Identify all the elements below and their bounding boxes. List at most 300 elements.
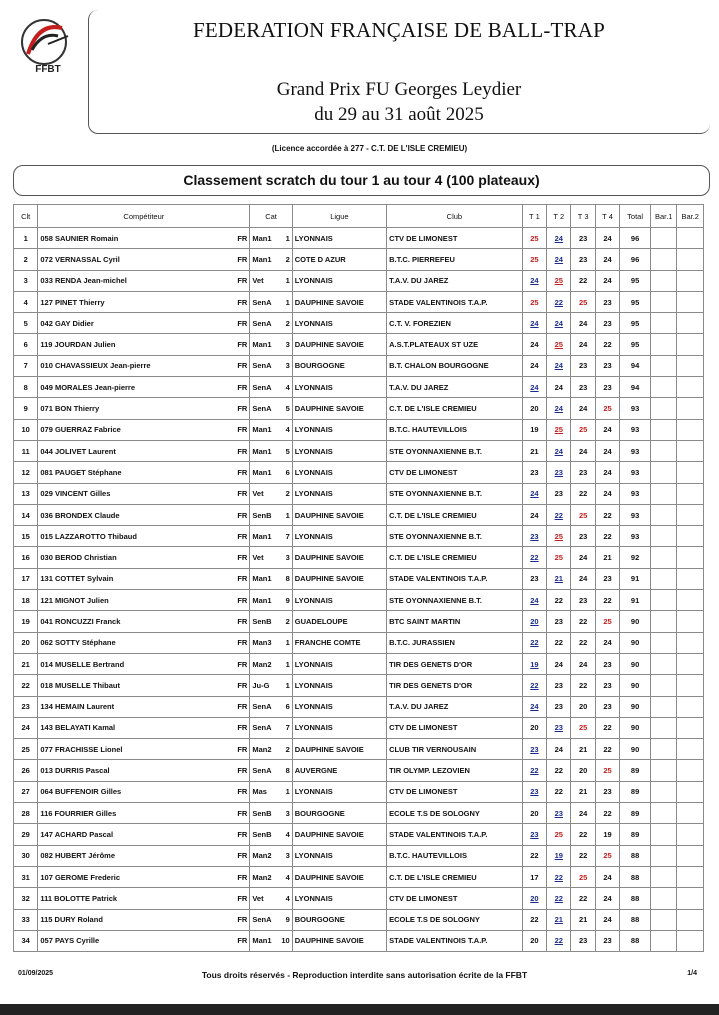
round-score-cell: 25 <box>547 334 571 355</box>
category-cell <box>250 675 292 696</box>
round-score-cell: 22 <box>571 632 595 653</box>
barrage1-cell <box>650 313 676 334</box>
category-cell <box>250 334 292 355</box>
nationality: FR <box>237 340 248 350</box>
round-score-cell: 22 <box>547 888 571 909</box>
league-cell: AUVERGNE <box>292 760 386 781</box>
round-score-cell: 25 <box>571 717 595 738</box>
round-score-cell: 24 <box>522 313 546 334</box>
club-cell: TIR OLYMP. LEZOVIEN <box>387 760 523 781</box>
rank-cell: 19 <box>14 611 38 632</box>
round-score-cell: 25 <box>522 249 546 270</box>
category: Vet <box>252 553 264 563</box>
competitor-name: 134 HEMAIN Laurent <box>40 702 115 712</box>
league-cell: LYONNAIS <box>292 270 386 291</box>
league-cell: LYONNAIS <box>292 313 386 334</box>
category-cell <box>250 377 292 398</box>
round-score-cell: 20 <box>522 803 546 824</box>
table-row <box>14 611 704 632</box>
rank-cell: 3 <box>14 270 38 291</box>
barrage1-cell <box>650 398 676 419</box>
round-score-cell: 24 <box>595 270 619 291</box>
table-row <box>14 547 704 568</box>
rank-cell: 22 <box>14 675 38 696</box>
table-row <box>14 313 704 334</box>
round-score-cell: 22 <box>595 504 619 525</box>
competitor-name: 058 SAUNIER Romain <box>40 233 119 243</box>
barrage2-cell <box>677 462 704 483</box>
round-score-cell: 24 <box>522 483 546 504</box>
barrage2-cell <box>677 398 704 419</box>
barrage2-cell <box>677 611 704 632</box>
barrage2-cell <box>677 909 704 930</box>
barrage1-cell <box>650 781 676 802</box>
league-cell: BOURGOGNE <box>292 909 386 930</box>
table-row <box>14 419 704 440</box>
rank-cell: 28 <box>14 803 38 824</box>
nationality: FR <box>237 254 248 264</box>
category: Man1 <box>252 574 272 584</box>
competitor-cell <box>38 313 250 334</box>
category-rank: 2 <box>285 744 290 754</box>
category-rank: 8 <box>285 574 290 584</box>
competitor-cell <box>38 526 250 547</box>
club-cell: CTV DE LIMONEST <box>387 781 523 802</box>
round-score-cell: 23 <box>522 526 546 547</box>
club-cell: TIR DES GENETS D'OR <box>387 675 523 696</box>
round-score-cell: 22 <box>571 824 595 845</box>
category-cell <box>250 526 292 547</box>
category: Man3 <box>252 638 272 648</box>
barrage2-cell <box>677 377 704 398</box>
round-score-cell: 25 <box>571 291 595 312</box>
club-cell: T.A.V. DU JAREZ <box>387 377 523 398</box>
round-score-cell: 24 <box>522 377 546 398</box>
total-cell: 90 <box>620 739 651 760</box>
table-row <box>14 675 704 696</box>
rank-cell: 17 <box>14 568 38 589</box>
club-cell: C.T. V. FOREZIEN <box>387 313 523 334</box>
round-score-cell: 24 <box>547 355 571 376</box>
category: Vet <box>252 893 264 903</box>
header-bar2: Bar.2 <box>677 205 704 228</box>
round-score-cell: 25 <box>595 611 619 632</box>
round-score-cell: 19 <box>522 653 546 674</box>
club-cell: C.T. DE L'ISLE CREMIEU <box>387 866 523 887</box>
club-cell: ECOLE T.S DE SOLOGNY <box>387 803 523 824</box>
round-score-cell: 23 <box>571 355 595 376</box>
round-score-cell: 24 <box>595 866 619 887</box>
category-rank: 3 <box>285 361 290 371</box>
round-score-cell: 24 <box>571 803 595 824</box>
rank-cell: 34 <box>14 930 38 951</box>
competitor-name: 072 VERNASSAL Cyril <box>40 254 120 264</box>
category: SenA <box>252 361 272 371</box>
competitor-name: 082 HUBERT Jérôme <box>40 851 115 861</box>
league-cell: DAUPHINE SAVOIE <box>292 334 386 355</box>
table-row <box>14 760 704 781</box>
club-cell: CTV DE LIMONEST <box>387 462 523 483</box>
category-rank: 9 <box>285 595 290 605</box>
round-score-cell: 22 <box>547 291 571 312</box>
barrage2-cell <box>677 334 704 355</box>
barrage1-cell <box>650 334 676 355</box>
round-score-cell: 24 <box>595 228 619 249</box>
header-t3: T 3 <box>571 205 595 228</box>
round-score-cell: 24 <box>522 355 546 376</box>
league-cell: LYONNAIS <box>292 653 386 674</box>
round-score-cell: 24 <box>595 632 619 653</box>
barrage2-cell <box>677 866 704 887</box>
competitor-cell <box>38 909 250 930</box>
table-row <box>14 483 704 504</box>
club-cell: CTV DE LIMONEST <box>387 228 523 249</box>
nationality: FR <box>237 510 248 520</box>
footer-rights: Tous droits réservés - Reproduction interdite sans autorisation écrite de la FFBT <box>201 970 528 980</box>
ffbt-logo <box>18 14 76 76</box>
competitor-name: 111 BOLOTTE Patrick <box>40 893 118 903</box>
nationality: FR <box>237 702 248 712</box>
club-cell: B.T.C. PIERREFEU <box>387 249 523 270</box>
rank-cell: 20 <box>14 632 38 653</box>
club-cell: STE OYONNAXIENNE B.T. <box>387 440 523 461</box>
round-score-cell: 24 <box>522 590 546 611</box>
category: Man1 <box>252 936 272 946</box>
round-score-cell: 23 <box>595 291 619 312</box>
category-rank: 2 <box>285 318 290 328</box>
total-cell: 95 <box>620 270 651 291</box>
rank-cell: 27 <box>14 781 38 802</box>
table-row <box>14 291 704 312</box>
barrage2-cell <box>677 930 704 951</box>
barrage1-cell <box>650 462 676 483</box>
category-cell <box>250 568 292 589</box>
round-score-cell: 22 <box>571 888 595 909</box>
table-row <box>14 377 704 398</box>
competitor-name: 143 BELAYATI Kamal <box>40 723 116 733</box>
category-cell <box>250 781 292 802</box>
total-cell: 88 <box>620 866 651 887</box>
league-cell: FRANCHE COMTE <box>292 632 386 653</box>
round-score-cell: 24 <box>595 909 619 930</box>
barrage1-cell <box>650 696 676 717</box>
round-score-cell: 23 <box>547 696 571 717</box>
round-score-cell: 22 <box>571 270 595 291</box>
round-score-cell: 25 <box>571 419 595 440</box>
round-score-cell: 23 <box>571 526 595 547</box>
round-score-cell: 22 <box>571 845 595 866</box>
category: SenA <box>252 723 272 733</box>
round-score-cell: 25 <box>547 547 571 568</box>
category-rank: 1 <box>285 276 290 286</box>
round-score-cell: 25 <box>522 291 546 312</box>
round-score-cell: 23 <box>547 675 571 696</box>
table-row <box>14 739 704 760</box>
category-cell <box>250 355 292 376</box>
league-cell: DAUPHINE SAVOIE <box>292 398 386 419</box>
round-score-cell: 24 <box>547 228 571 249</box>
category-rank: 4 <box>285 425 290 435</box>
competitor-cell <box>38 930 250 951</box>
round-score-cell: 23 <box>522 462 546 483</box>
competitor-cell <box>38 781 250 802</box>
nationality: FR <box>237 467 248 477</box>
total-cell: 93 <box>620 419 651 440</box>
round-score-cell: 24 <box>571 653 595 674</box>
league-cell: BOURGOGNE <box>292 803 386 824</box>
round-score-cell: 21 <box>571 909 595 930</box>
round-score-cell: 23 <box>595 568 619 589</box>
round-score-cell: 22 <box>547 930 571 951</box>
table-row <box>14 462 704 483</box>
barrage1-cell <box>650 291 676 312</box>
barrage2-cell <box>677 355 704 376</box>
round-score-cell: 23 <box>547 611 571 632</box>
round-score-cell: 22 <box>571 611 595 632</box>
category-cell <box>250 590 292 611</box>
rank-cell: 21 <box>14 653 38 674</box>
rank-cell: 14 <box>14 504 38 525</box>
round-score-cell: 23 <box>571 590 595 611</box>
round-score-cell: 24 <box>571 440 595 461</box>
category-rank: 7 <box>285 531 290 541</box>
competitor-cell <box>38 377 250 398</box>
category: Man1 <box>252 233 272 243</box>
round-score-cell: 20 <box>522 611 546 632</box>
category-rank: 3 <box>285 851 290 861</box>
club-cell: STADE VALENTINOIS T.A.P. <box>387 291 523 312</box>
table-row <box>14 781 704 802</box>
table-row <box>14 696 704 717</box>
league-cell: DAUPHINE SAVOIE <box>292 568 386 589</box>
round-score-cell: 22 <box>595 590 619 611</box>
round-score-cell: 24 <box>547 739 571 760</box>
nationality: FR <box>237 829 248 839</box>
round-score-cell: 23 <box>571 228 595 249</box>
competitor-cell <box>38 440 250 461</box>
competitor-cell <box>38 760 250 781</box>
header-total: Total <box>620 205 651 228</box>
nationality: FR <box>237 638 248 648</box>
barrage1-cell <box>650 377 676 398</box>
barrage1-cell <box>650 355 676 376</box>
barrage1-cell <box>650 803 676 824</box>
category-cell <box>250 803 292 824</box>
round-score-cell: 20 <box>522 717 546 738</box>
round-score-cell: 23 <box>571 249 595 270</box>
table-row <box>14 398 704 419</box>
league-cell: LYONNAIS <box>292 228 386 249</box>
club-cell: STE OYONNAXIENNE B.T. <box>387 483 523 504</box>
round-score-cell: 23 <box>571 930 595 951</box>
round-score-cell: 21 <box>595 547 619 568</box>
category-rank: 3 <box>285 340 290 350</box>
barrage1-cell <box>650 824 676 845</box>
table-row <box>14 824 704 845</box>
competitor-cell <box>38 653 250 674</box>
club-cell: C.T. DE L'ISLE CREMIEU <box>387 547 523 568</box>
club-cell: STE OYONNAXIENNE B.T. <box>387 590 523 611</box>
rank-cell: 30 <box>14 845 38 866</box>
round-score-cell: 20 <box>522 888 546 909</box>
category-rank: 8 <box>285 766 290 776</box>
league-cell: BOURGOGNE <box>292 355 386 376</box>
total-cell: 89 <box>620 824 651 845</box>
rank-cell: 32 <box>14 888 38 909</box>
league-cell: COTE D AZUR <box>292 249 386 270</box>
competitor-cell <box>38 419 250 440</box>
round-score-cell: 23 <box>522 739 546 760</box>
competitor-cell <box>38 866 250 887</box>
competitor-name: 081 PAUGET Stéphane <box>40 467 122 477</box>
club-cell: CLUB TIR VERNOUSAIN <box>387 739 523 760</box>
round-score-cell: 24 <box>595 440 619 461</box>
nationality: FR <box>237 574 248 584</box>
round-score-cell: 22 <box>522 845 546 866</box>
category-cell <box>250 270 292 291</box>
category-cell <box>250 824 292 845</box>
round-score-cell: 23 <box>522 781 546 802</box>
club-cell: C.T. DE L'ISLE CREMIEU <box>387 398 523 419</box>
club-cell: A.S.T.PLATEAUX ST UZE <box>387 334 523 355</box>
round-score-cell: 24 <box>547 653 571 674</box>
category-rank: 2 <box>285 489 290 499</box>
club-cell: B.T. CHALON BOURGOGNE <box>387 355 523 376</box>
barrage2-cell <box>677 526 704 547</box>
competitor-name: 044 JOLIVET Laurent <box>40 446 116 456</box>
total-cell: 94 <box>620 355 651 376</box>
category: Man1 <box>252 595 272 605</box>
round-score-cell: 22 <box>571 483 595 504</box>
barrage1-cell <box>650 632 676 653</box>
club-cell: STADE VALENTINOIS T.A.P. <box>387 568 523 589</box>
round-score-cell: 24 <box>595 462 619 483</box>
category-cell <box>250 739 292 760</box>
club-cell: BTC SAINT MARTIN <box>387 611 523 632</box>
rank-cell: 16 <box>14 547 38 568</box>
round-score-cell: 24 <box>571 334 595 355</box>
table-row <box>14 632 704 653</box>
category-rank: 1 <box>285 510 290 520</box>
competitor-cell <box>38 228 250 249</box>
round-score-cell: 23 <box>595 377 619 398</box>
competitor-name: 015 LAZZAROTTO Thibaud <box>40 531 137 541</box>
total-cell: 93 <box>620 504 651 525</box>
category: SenA <box>252 766 272 776</box>
round-score-cell: 21 <box>547 909 571 930</box>
total-cell: 90 <box>620 717 651 738</box>
round-score-cell: 24 <box>571 547 595 568</box>
rank-cell: 4 <box>14 291 38 312</box>
barrage1-cell <box>650 675 676 696</box>
total-cell: 88 <box>620 930 651 951</box>
competitor-cell <box>38 462 250 483</box>
nationality: FR <box>237 233 248 243</box>
table-row <box>14 717 704 738</box>
barrage1-cell <box>650 590 676 611</box>
table-row <box>14 228 704 249</box>
category-cell <box>250 291 292 312</box>
barrage1-cell <box>650 760 676 781</box>
barrage1-cell <box>650 739 676 760</box>
category: Man1 <box>252 425 272 435</box>
rank-cell: 31 <box>14 866 38 887</box>
league-cell: DAUPHINE SAVOIE <box>292 824 386 845</box>
barrage1-cell <box>650 611 676 632</box>
rank-cell: 2 <box>14 249 38 270</box>
table-row <box>14 888 704 909</box>
total-cell: 88 <box>620 888 651 909</box>
category-cell <box>250 419 292 440</box>
round-score-cell: 24 <box>595 419 619 440</box>
barrage1-cell <box>650 717 676 738</box>
category-rank: 4 <box>285 893 290 903</box>
league-cell: DAUPHINE SAVOIE <box>292 739 386 760</box>
competitor-name: 064 BUFFENOIR Gilles <box>40 787 122 797</box>
competitor-cell <box>38 568 250 589</box>
competitor-cell <box>38 483 250 504</box>
league-cell: LYONNAIS <box>292 419 386 440</box>
club-cell: ECOLE T.S DE SOLOGNY <box>387 909 523 930</box>
category-rank: 1 <box>285 680 290 690</box>
league-cell: LYONNAIS <box>292 590 386 611</box>
barrage2-cell <box>677 824 704 845</box>
club-cell: STADE VALENTINOIS T.A.P. <box>387 824 523 845</box>
round-score-cell: 21 <box>571 781 595 802</box>
category-cell <box>250 866 292 887</box>
category-cell <box>250 845 292 866</box>
barrage1-cell <box>650 483 676 504</box>
round-score-cell: 20 <box>571 696 595 717</box>
table-row <box>14 568 704 589</box>
nationality: FR <box>237 723 248 733</box>
rank-cell: 11 <box>14 440 38 461</box>
total-cell: 90 <box>620 611 651 632</box>
barrage1-cell <box>650 249 676 270</box>
table-row <box>14 845 704 866</box>
category: Man2 <box>252 659 272 669</box>
round-score-cell: 22 <box>522 675 546 696</box>
category-cell <box>250 462 292 483</box>
category-rank: 6 <box>285 702 290 712</box>
category: SenA <box>252 297 272 307</box>
league-cell: LYONNAIS <box>292 377 386 398</box>
scan-edge <box>0 1004 719 1015</box>
table-row <box>14 866 704 887</box>
barrage2-cell <box>677 270 704 291</box>
barrage1-cell <box>650 866 676 887</box>
competitor-name: 062 SOTTY Stéphane <box>40 638 116 648</box>
round-score-cell: 24 <box>547 313 571 334</box>
round-score-cell: 23 <box>547 483 571 504</box>
total-cell: 88 <box>620 909 651 930</box>
league-cell: LYONNAIS <box>292 440 386 461</box>
club-cell: TIR DES GENETS D'OR <box>387 653 523 674</box>
round-score-cell: 25 <box>595 845 619 866</box>
nationality: FR <box>237 915 248 925</box>
category-rank: 5 <box>285 446 290 456</box>
league-cell: LYONNAIS <box>292 888 386 909</box>
licence-note: (Licence accordée à 277 - C.T. DE L'ISLE CREMIEU) <box>271 144 468 153</box>
competitor-cell <box>38 398 250 419</box>
competitor-name: 014 MUSELLE Bertrand <box>40 659 125 669</box>
competitor-name: 049 MORALES Jean-pierre <box>40 382 135 392</box>
table-header-row <box>14 205 704 228</box>
total-cell: 93 <box>620 526 651 547</box>
category-cell <box>250 930 292 951</box>
round-score-cell: 24 <box>571 568 595 589</box>
barrage2-cell <box>677 504 704 525</box>
